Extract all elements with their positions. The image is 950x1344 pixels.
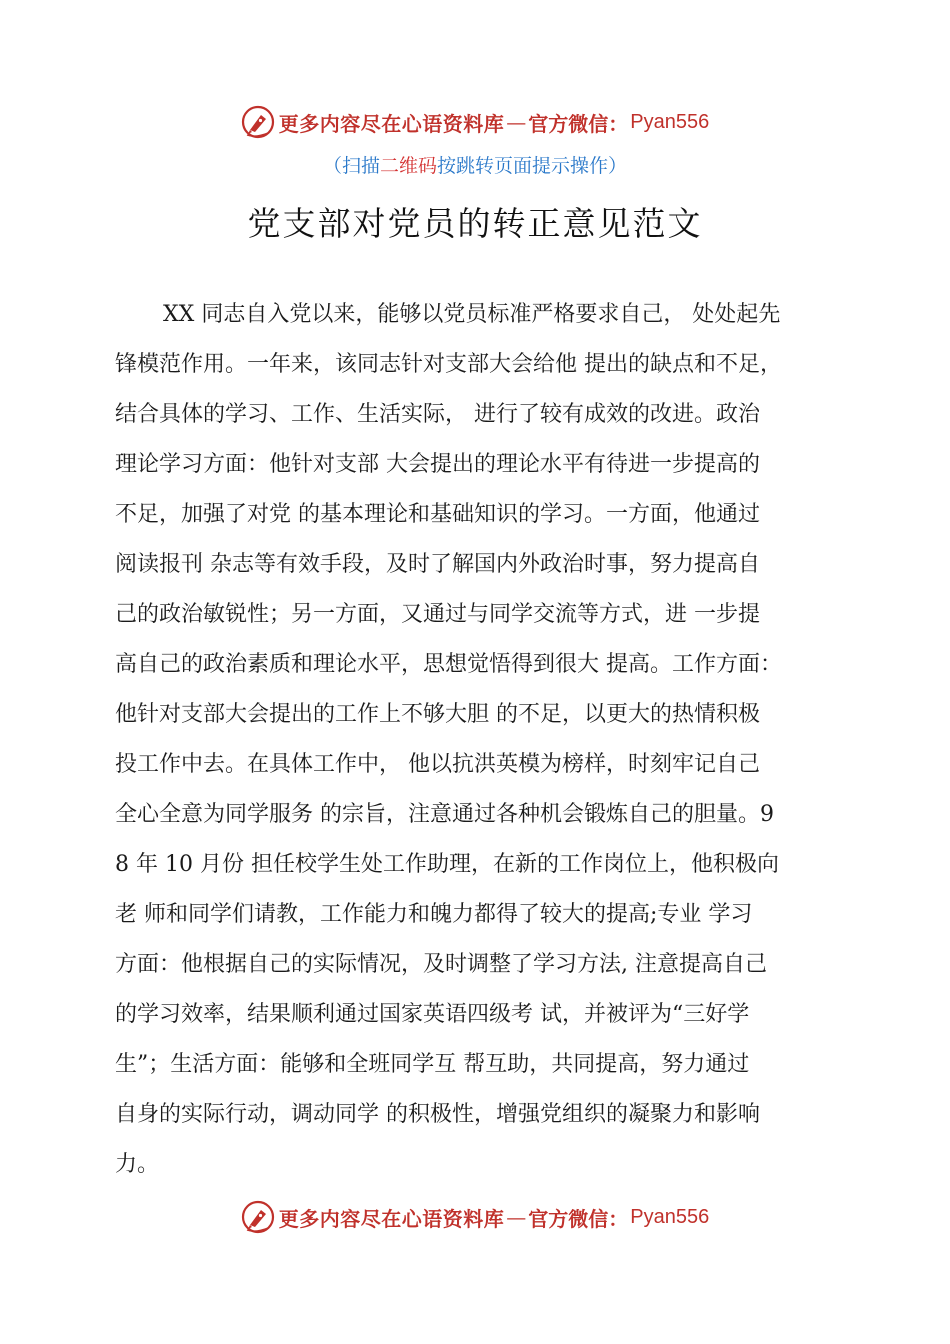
scan-hint-part1: 扫描: [341, 155, 380, 177]
body-line: 方面：他根据自己的实际情况，及时调整了学习方法, 注意提高自己: [115, 952, 767, 977]
body-line: 生”；生活方面：能够和全班同学互 帮互助，共同提高，努力通过: [115, 1052, 750, 1077]
banner-text: 更多内容尽在心语资料库: [278, 111, 505, 136]
body-line: 力。: [115, 1152, 160, 1177]
footer-banner[interactable]: [0, 1197, 950, 1237]
scan-hint-open-paren: （: [322, 155, 342, 177]
body-line: 他针对支部大会提出的工作上不够大胆 的不足，以更大的热情积极: [115, 702, 760, 727]
body-line: 锋模范作用。一年来，该同志针对支部大会给他 提出的缺点和不足，: [115, 352, 782, 377]
pen-nib-logo-icon: [241, 105, 275, 139]
body-line: 理论学习方面：他针对支部 大会提出的理论水平有待进一步提高的: [115, 452, 760, 477]
header-banner[interactable]: [0, 102, 950, 142]
banner-separator: —: [506, 1205, 527, 1229]
body-line: 8 年 10 月份 担任校学生处工作助理，在新的工作岗位上，他积极向: [115, 852, 779, 877]
document-title: 党支部对党员的转正意见范文: [247, 204, 703, 243]
body-line: 高自己的政治素质和理论水平，思想觉悟得到很大 提高。工作方面：: [115, 652, 782, 677]
document-body: [115, 290, 840, 1190]
body-line: 结合具体的学习、工作、生活实际， 进行了较有成效的改进。政治: [115, 402, 760, 427]
scan-hint-close-paren: ）: [608, 155, 628, 177]
banner-wechat-id: Pyan556: [630, 110, 710, 133]
body-line: 阅读报刊 杂志等有效手段，及时了解国内外政治时事，努力提高自: [115, 552, 760, 577]
body-line: 的学习效率，结果顺利通过国家英语四级考 试，并被评为“三好学: [115, 1002, 750, 1027]
body-line: 投工作中去。在具体工作中， 他以抗洪英模为榜样，时刻牢记自己: [115, 752, 760, 777]
scan-hint-qrcode: 二维码: [379, 155, 437, 177]
pen-nib-logo-icon: [241, 1200, 275, 1234]
banner-separator: —: [506, 110, 527, 134]
banner-wechat-label: 官方微信：: [528, 1206, 629, 1231]
body-line: 己的政治敏锐性；另一方面，又通过与同学交流等方式，进 一步提: [115, 602, 760, 627]
body-line: 不足，加强了对党 的基本理论和基础知识的学习。一方面，他通过: [115, 502, 760, 527]
body-line: 老 师和同学们请教，工作能力和魄力都得了较大的提高;专业 学习: [115, 902, 753, 927]
body-line: 全心全意为同学服务 的宗旨，注意通过各种机会锻炼自己的胆量。9: [115, 802, 774, 827]
scan-hint: [0, 150, 950, 182]
body-line: 自身的实际行动，调动同学 的积极性，增强党组织的凝聚力和影响: [115, 1102, 760, 1127]
body-line: XX 同志自入党以来，能够以党员标准严格要求自己， 处处起先: [163, 302, 781, 327]
banner-wechat-label: 官方微信：: [528, 111, 629, 136]
scan-hint-part3: 按跳转页面提示操作: [437, 155, 609, 177]
banner-text: 更多内容尽在心语资料库: [278, 1206, 505, 1231]
banner-wechat-id: Pyan556: [630, 1205, 710, 1228]
